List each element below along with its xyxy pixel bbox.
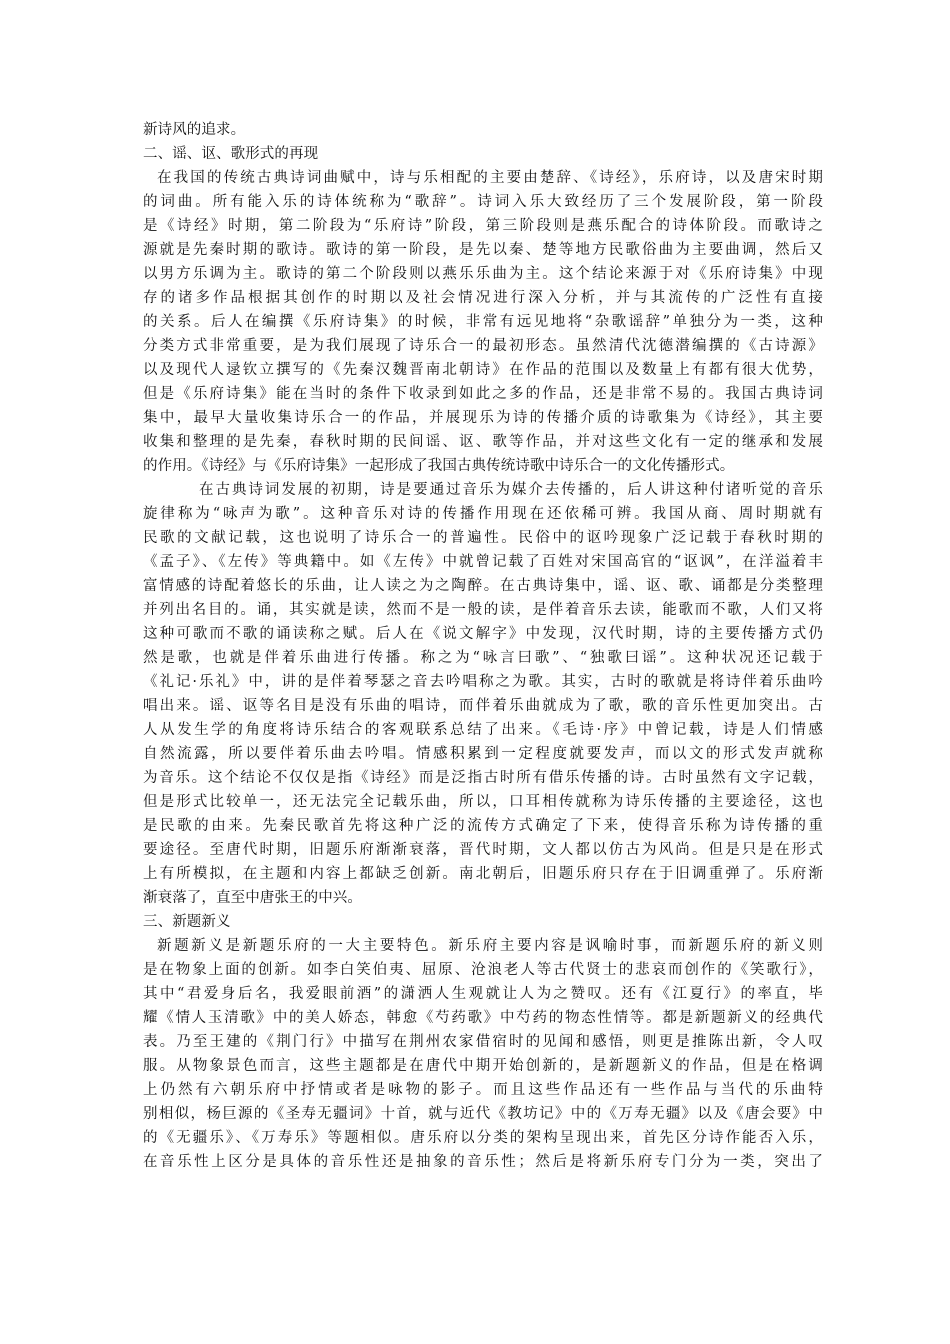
- text-line: 的词曲。所有能入乐的诗体统称为“歌辞”。诗词入乐大致经历了三个发展阶段，第一阶段: [143, 194, 823, 210]
- text-line: 新题新义是新题乐府的一大主要特色。新乐府主要内容是讽喻时事，而新题乐府的新义则: [157, 938, 823, 954]
- text-line: 人从发生学的角度将诗乐结合的客观联系总结了出来。《毛诗·序》中曾记载，诗是人们情感: [143, 722, 823, 738]
- text-line: 富情感的诗配着悠长的乐曲，让人读之为之陶醉。在古典诗集中，谣、讴、歌、诵都是分类整理: [143, 578, 823, 594]
- text-line: 在我国的传统古典诗词曲赋中，诗与乐相配的主要由楚辞、《诗经》，乐府诗，以及唐宋时期: [157, 170, 823, 186]
- text-line: 唱出来。谣、讴等名目是没有乐曲的唱诗，而伴着乐曲就成为了歌，歌的音乐性更加突出。古: [143, 698, 823, 714]
- text-line: 要途径。至唐代时期，旧题乐府渐渐衰落，晋代时期，文人都以仿古为风尚。但是只是在形式: [143, 842, 823, 858]
- text-line: 为音乐。这个结论不仅仅是指《诗经》而是泛指古时所有借乐传播的诗。古时虽然有文字记载，: [143, 770, 823, 786]
- text-line: 民歌的文献记载，这也说明了诗乐合一的普遍性。民俗中的讴吟现象广泛记载于春秋时期的: [143, 530, 823, 546]
- text-line: 以及现代人逯钦立撰写的《先秦汉魏晋南北朝诗》在作品的范围以及数量上有都有很大优势，: [143, 362, 823, 378]
- text-line: 是《诗经》时期，第二阶段为“乐府诗”阶段，第三阶段则是燕乐配合的诗体阶段。而歌诗之: [143, 218, 823, 234]
- text-line: 的作用。《诗经》与《乐府诗集》一起形成了我国古典传统诗歌中诗乐合一的文化传播形式。: [143, 458, 735, 474]
- text-line: 收集和整理的是先秦，春秋时期的民间谣、讴、歌等作品，并对这些文化有一定的继承和发展: [143, 434, 823, 450]
- text-line: 这种可歌而不歌的诵读称之赋。后人在《说文解字》中发现，汉代时期，诗的主要传播方式仍: [143, 626, 823, 642]
- text-line: 的《无疆乐》、《万寿乐》等题相似。唐乐府以分类的架构呈现出来，首先区分诗作能否入乐，: [143, 1130, 823, 1146]
- text-line: 并列出名目的。诵，其实就是读，然而不是一般的读，是伴着音乐去读，能歌而不歌，人们又将: [143, 602, 823, 618]
- text-line: 别相似，杨巨源的《圣寿无疆词》十首，就与近代《教坊记》中的《万寿无疆》以及《唐会要》中: [143, 1106, 823, 1122]
- section-heading: 二、谣、讴、歌形式的再现: [143, 146, 319, 162]
- text-line: 其中“君爱身后名，我爱眼前酒”的潇洒人生观就让人为之赞叹。还有《江夏行》的率直，毕: [143, 986, 823, 1002]
- text-line: 以男方乐调为主。歌诗的第二个阶段则以燕乐乐曲为主。这个结论来源于对《乐府诗集》中现: [143, 266, 823, 282]
- text-line: 集中，最早大量收集诗乐合一的作品，并展现乐为诗的传播介质的诗歌集为《诗经》，其主要: [143, 410, 823, 426]
- text-line: 表。乃至王建的《荆门行》中描写在荆州农家借宿时的见闻和感悟，则更是推陈出新，令人叹: [143, 1034, 823, 1050]
- text-line: 源就是先秦时期的歌诗。歌诗的第一阶段，是先以秦、楚等地方民歌俗曲为主要曲调，然后又: [143, 242, 823, 258]
- text-line: 是民歌的由来。先秦民歌首先将这种广泛的流传方式确定了下来，使得音乐称为诗传播的重: [143, 818, 823, 834]
- text-line: 《孟子》、《左传》等典籍中。如《左传》中就曾记载了百姓对宋国高官的“讴讽”，在洋溢着丰: [143, 554, 823, 570]
- text-line: 是在物象上面的创新。如李白笑伯夷、屈原、沧浪老人等古代贤士的悲哀而创作的《笑歌行》，: [143, 962, 823, 978]
- section-heading: 三、新题新义: [143, 914, 231, 930]
- text-line: 在古典诗词发展的初期，诗是要通过音乐为媒介去传播的，后人讲这种付诸听觉的音乐: [199, 482, 823, 498]
- text-line: 《礼记·乐礼》中，讲的是伴着琴瑟之音去吟唱称之为歌。其实，古时的歌就是将诗伴着乐曲吟: [143, 674, 823, 690]
- text-line: 在音乐性上区分是具体的音乐性还是抽象的音乐性；然后是将新乐府专门分为一类，突出了: [143, 1154, 823, 1170]
- text-line: 自然流露，所以要伴着乐曲去吟唱。情感积累到一定程度就要发声，而以文的形式发声就称: [143, 746, 823, 762]
- text-line: 耀《情人玉清歌》中的美人娇态，韩愈《芍药歌》中芍药的物态性情等。都是新题新义的经典代: [143, 1010, 823, 1026]
- text-line: 新诗风的追求。: [143, 122, 246, 138]
- text-line: 上有所模拟，在主题和内容上都缺乏创新。南北朝后，旧题乐府只存在于旧调重弹了。乐府渐: [143, 866, 823, 882]
- text-line: 然是歌，也就是伴着乐曲进行传播。称之为“咏言曰歌”、“独歌曰谣”。这种状况还记载于: [143, 650, 823, 666]
- text-line: 分类方式非常重要，是为我们展现了诗乐合一的最初形态。虽然清代沈德潜编撰的《古诗源》: [143, 338, 823, 354]
- text-line: 上仍然有六朝乐府中抒情或者是咏物的影子。而且这些作品还有一些作品与当代的乐曲特: [143, 1082, 823, 1098]
- text-line: 但是《乐府诗集》能在当时的条件下收录到如此之多的作品，还是非常不易的。我国古典诗词: [143, 386, 823, 402]
- text-line: 旋律称为“咏声为歌”。这种音乐对诗的传播作用现在还依稀可辨。我国从商、周时期就有: [143, 506, 823, 522]
- document-page: [143, 118, 823, 1174]
- text-line: 的关系。后人在编撰《乐府诗集》的时候，非常有远见地将“杂歌谣辞”单独分为一类，这种: [143, 314, 823, 330]
- text-line: 存的诸多作品根据其创作的时期以及社会情况进行深入分析，并与其流传的广泛性有直接: [143, 290, 823, 306]
- text-line: 服。从物象景色而言，这些主题都是在唐代中期开始创新的，是新题新义的作品，但是在格调: [143, 1058, 823, 1074]
- text-line: 渐衰落了，直至中唐张王的中兴。: [143, 890, 362, 906]
- text-line: 但是形式比较单一，还无法完全记载乐曲，所以，口耳相传就称为诗乐传播的主要途径，这也: [143, 794, 823, 810]
